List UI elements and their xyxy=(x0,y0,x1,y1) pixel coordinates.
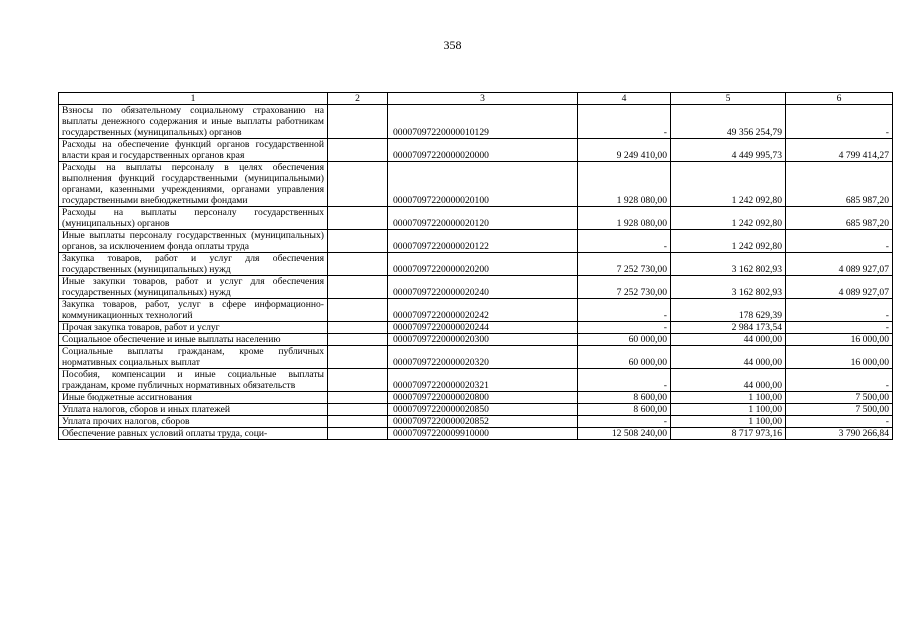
row-name-cell: Прочая закупка товаров, работ и услуг xyxy=(59,322,328,334)
row-col6-cell: 685 987,20 xyxy=(786,207,893,230)
column-header: 5 xyxy=(671,93,786,105)
row-col4-cell: 60 000,00 xyxy=(578,346,671,369)
row-col2-cell xyxy=(328,139,388,162)
row-col6-cell: 4 089 927,07 xyxy=(786,276,893,299)
row-col4-cell: 1 928 080,00 xyxy=(578,207,671,230)
row-name-cell: Закупка товаров, работ, услуг в сфере информационно-коммуникационных технологий xyxy=(59,299,328,322)
table-row xyxy=(59,105,893,139)
row-col4-cell: 7 252 730,00 xyxy=(578,276,671,299)
row-code-cell: 00007097220009910000 xyxy=(388,428,578,440)
row-code-cell: 00007097220000020240 xyxy=(388,276,578,299)
row-name-cell: Взносы по обязательному социальному страхованию на выплаты денежного содержания и иные выплаты работникам государственных (муниципальных) органов xyxy=(59,105,328,139)
row-col4-cell: 1 928 080,00 xyxy=(578,162,671,207)
row-name-cell: Социальные выплаты гражданам, кроме публичных нормативных социальных выплат xyxy=(59,346,328,369)
row-name-cell: Иные выплаты персоналу государственных (муниципальных) органов, за исключением фонда оплаты труда xyxy=(59,230,328,253)
row-col6-cell: 685 987,20 xyxy=(786,162,893,207)
row-col6-cell: - xyxy=(786,369,893,392)
row-col5-cell: 4 449 995,73 xyxy=(671,139,786,162)
table-row xyxy=(59,416,893,428)
row-name-cell: Пособия, компенсации и иные социальные выплаты гражданам, кроме публичных нормативных обязательств xyxy=(59,369,328,392)
table-header-row xyxy=(59,93,893,105)
row-col4-cell: 9 249 410,00 xyxy=(578,139,671,162)
row-code-cell: 00007097220000020122 xyxy=(388,230,578,253)
row-name-cell: Расходы на обеспечение функций органов государственной власти края и государственных органов края xyxy=(59,139,328,162)
row-col6-cell: 3 790 266,84 xyxy=(786,428,893,440)
row-code-cell: 00007097220000020000 xyxy=(388,139,578,162)
row-col5-cell: 8 717 973,16 xyxy=(671,428,786,440)
row-code-cell: 00007097220000020852 xyxy=(388,416,578,428)
row-col5-cell: 44 000,00 xyxy=(671,334,786,346)
table-row xyxy=(59,230,893,253)
row-name-cell: Социальное обеспечение и иные выплаты населению xyxy=(59,334,328,346)
row-code-cell: 00007097220000020200 xyxy=(388,253,578,276)
row-col2-cell xyxy=(328,404,388,416)
row-col5-cell: 1 100,00 xyxy=(671,392,786,404)
row-col5-cell: 44 000,00 xyxy=(671,369,786,392)
row-code-cell: 00007097220000020321 xyxy=(388,369,578,392)
row-name-cell: Уплата налогов, сборов и иных платежей xyxy=(59,404,328,416)
row-col2-cell xyxy=(328,207,388,230)
table-row xyxy=(59,139,893,162)
row-col2-cell xyxy=(328,230,388,253)
row-col2-cell xyxy=(328,299,388,322)
table-row xyxy=(59,299,893,322)
row-col4-cell: - xyxy=(578,299,671,322)
row-col5-cell: 3 162 802,93 xyxy=(671,253,786,276)
row-code-cell: 00007097220000020244 xyxy=(388,322,578,334)
row-col2-cell xyxy=(328,416,388,428)
table-row xyxy=(59,276,893,299)
row-code-cell: 00007097220000020300 xyxy=(388,334,578,346)
table-row xyxy=(59,253,893,276)
row-col6-cell: 7 500,00 xyxy=(786,404,893,416)
table-row xyxy=(59,322,893,334)
table-row xyxy=(59,404,893,416)
row-code-cell: 00007097220000020120 xyxy=(388,207,578,230)
row-name-cell: Расходы на выплаты персоналу государственных (муниципальных) органов xyxy=(59,207,328,230)
row-col6-cell: 16 000,00 xyxy=(786,334,893,346)
row-col2-cell xyxy=(328,392,388,404)
row-name-cell: Расходы на выплаты персоналу в целях обеспечения выполнения функций государственными (муниципальными) органами, казенными учреждениями, органами управления государственными внебюджетными фондами xyxy=(59,162,328,207)
row-code-cell: 00007097220000020320 xyxy=(388,346,578,369)
row-code-cell: 00007097220000020100 xyxy=(388,162,578,207)
column-header: 4 xyxy=(578,93,671,105)
row-col5-cell: 3 162 802,93 xyxy=(671,276,786,299)
row-name-cell: Закупка товаров, работ и услуг для обеспечения государственных (муниципальных) нужд xyxy=(59,253,328,276)
column-header: 1 xyxy=(59,93,328,105)
column-header: 3 xyxy=(388,93,578,105)
row-col5-cell: 44 000,00 xyxy=(671,346,786,369)
table-body xyxy=(59,105,893,440)
row-col6-cell: - xyxy=(786,416,893,428)
row-col6-cell: - xyxy=(786,299,893,322)
row-col4-cell: 8 600,00 xyxy=(578,404,671,416)
row-col5-cell: 1 242 092,80 xyxy=(671,207,786,230)
table-row xyxy=(59,207,893,230)
table-row xyxy=(59,162,893,207)
row-name-cell: Иные бюджетные ассигнования xyxy=(59,392,328,404)
row-col2-cell xyxy=(328,369,388,392)
row-col2-cell xyxy=(328,276,388,299)
row-col4-cell: 8 600,00 xyxy=(578,392,671,404)
row-col2-cell xyxy=(328,105,388,139)
budget-table xyxy=(58,92,893,440)
row-col6-cell: 4 799 414,27 xyxy=(786,139,893,162)
row-code-cell: 00007097220000020242 xyxy=(388,299,578,322)
row-col4-cell: 60 000,00 xyxy=(578,334,671,346)
row-col2-cell xyxy=(328,428,388,440)
row-col5-cell: 1 242 092,80 xyxy=(671,162,786,207)
row-col4-cell: - xyxy=(578,230,671,253)
row-col5-cell: 1 100,00 xyxy=(671,416,786,428)
page-number: 358 xyxy=(443,38,462,52)
row-col6-cell: - xyxy=(786,105,893,139)
row-name-cell: Иные закупки товаров, работ и услуг для обеспечения государственных (муниципальных) нужд xyxy=(59,276,328,299)
row-col6-cell: - xyxy=(786,230,893,253)
row-code-cell: 00007097220000020800 xyxy=(388,392,578,404)
row-name-cell: Уплата прочих налогов, сборов xyxy=(59,416,328,428)
row-col4-cell: 7 252 730,00 xyxy=(578,253,671,276)
row-col5-cell: 1 100,00 xyxy=(671,404,786,416)
row-col5-cell: 2 984 173,54 xyxy=(671,322,786,334)
row-col2-cell xyxy=(328,253,388,276)
table-row xyxy=(59,428,893,440)
row-col5-cell: 178 629,39 xyxy=(671,299,786,322)
row-col4-cell: - xyxy=(578,369,671,392)
row-col4-cell: - xyxy=(578,322,671,334)
row-col2-cell xyxy=(328,334,388,346)
column-header: 6 xyxy=(786,93,893,105)
row-col2-cell xyxy=(328,322,388,334)
row-col4-cell: - xyxy=(578,105,671,139)
table-row xyxy=(59,346,893,369)
table-row xyxy=(59,369,893,392)
row-code-cell: 00007097220000010129 xyxy=(388,105,578,139)
row-col5-cell: 1 242 092,80 xyxy=(671,230,786,253)
row-col6-cell: - xyxy=(786,322,893,334)
row-col2-cell xyxy=(328,346,388,369)
row-code-cell: 00007097220000020850 xyxy=(388,404,578,416)
row-col4-cell: 12 508 240,00 xyxy=(578,428,671,440)
row-col6-cell: 4 089 927,07 xyxy=(786,253,893,276)
row-col5-cell: 49 356 254,79 xyxy=(671,105,786,139)
column-header: 2 xyxy=(328,93,388,105)
row-col2-cell xyxy=(328,162,388,207)
row-col6-cell: 16 000,00 xyxy=(786,346,893,369)
table-row xyxy=(59,334,893,346)
row-name-cell: Обеспечение равных условий оплаты труда, соци- xyxy=(59,428,328,440)
table-row xyxy=(59,392,893,404)
row-col4-cell: - xyxy=(578,416,671,428)
row-col6-cell: 7 500,00 xyxy=(786,392,893,404)
